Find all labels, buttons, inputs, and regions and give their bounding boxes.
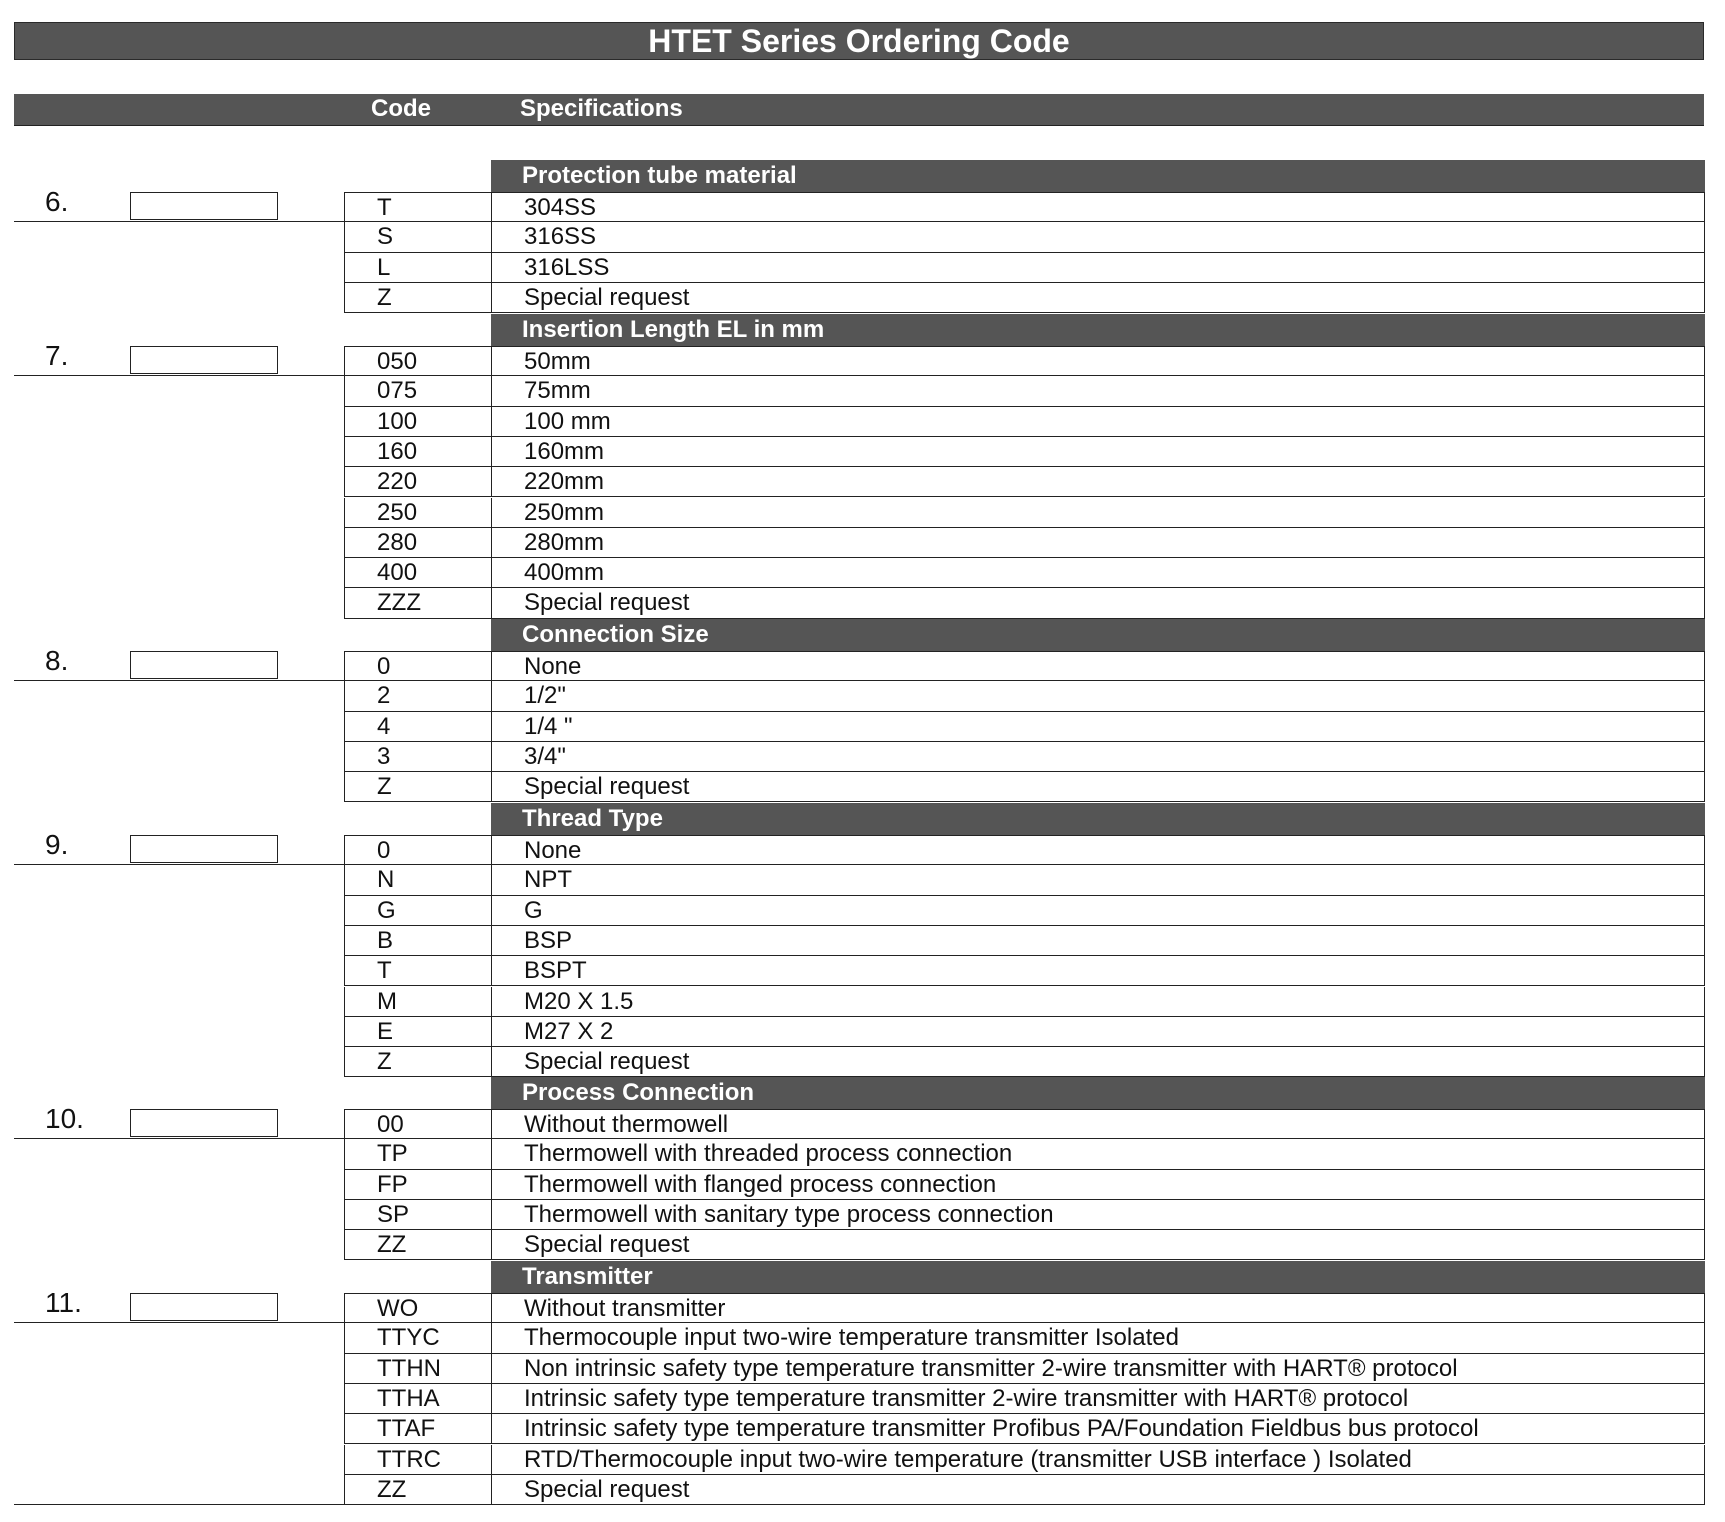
table-row: [344, 376, 1705, 406]
table-row: [344, 681, 1705, 711]
table-row: [344, 346, 1705, 376]
section-heading: Process Connection: [491, 1077, 1705, 1109]
table-row: [344, 1414, 1705, 1444]
table-row: [344, 1109, 1705, 1139]
code-cell: L: [344, 253, 492, 283]
section-number: 8.: [45, 645, 69, 676]
table-row: [344, 651, 1705, 681]
code-cell: Z: [344, 1047, 492, 1077]
spec-cell: Thermowell with flanged process connection: [491, 1170, 1705, 1200]
code-entry-box[interactable]: [130, 1293, 278, 1321]
table-row: [344, 437, 1705, 467]
code-cell: TTYC: [344, 1323, 492, 1353]
table-row: [344, 467, 1705, 497]
spec-cell: 100 mm: [491, 407, 1705, 437]
table-row: [344, 865, 1705, 895]
code-cell: B: [344, 926, 492, 956]
spec-cell: None: [491, 651, 1705, 681]
table-row: [344, 222, 1705, 252]
table-row: [344, 1323, 1705, 1353]
spec-cell: Special request: [491, 283, 1705, 313]
table-row: [344, 253, 1705, 283]
code-cell: 050: [344, 346, 492, 376]
table-row: [344, 1047, 1705, 1077]
header-specifications: Specifications: [520, 95, 683, 122]
spec-cell: Thermowell with sanitary type process connection: [491, 1200, 1705, 1230]
table-row: [344, 1230, 1705, 1260]
spec-cell: Thermowell with threaded process connection: [491, 1139, 1705, 1169]
divider: [14, 221, 345, 222]
spec-cell: NPT: [491, 865, 1705, 895]
code-cell: S: [344, 222, 492, 252]
code-cell: WO: [344, 1293, 492, 1323]
table-row: [344, 987, 1705, 1017]
code-cell: 2: [344, 681, 492, 711]
table-row: [344, 407, 1705, 437]
code-cell: 250: [344, 498, 492, 528]
code-cell: 220: [344, 467, 492, 497]
section-heading: Protection tube material: [491, 160, 1705, 192]
divider: [14, 1322, 345, 1323]
code-cell: 280: [344, 528, 492, 558]
table-row: [344, 1170, 1705, 1200]
code-cell: 00: [344, 1109, 492, 1139]
code-cell: SP: [344, 1200, 492, 1230]
spec-cell: BSPT: [491, 956, 1705, 986]
spec-cell: Intrinsic safety type temperature transmitter Profibus PA/Foundation Fieldbus bus protocol: [491, 1414, 1705, 1444]
divider: [14, 680, 345, 681]
spec-cell: Intrinsic safety type temperature transmitter 2-wire transmitter with HART® protocol: [491, 1384, 1705, 1414]
spec-cell: Special request: [491, 588, 1705, 618]
section-number: 11.: [45, 1287, 82, 1318]
table-row: [344, 835, 1705, 865]
code-cell: Z: [344, 283, 492, 313]
code-entry-box[interactable]: [130, 346, 278, 374]
table-row: [344, 192, 1705, 222]
spec-cell: 160mm: [491, 437, 1705, 467]
spec-cell: 1/4 ": [491, 712, 1705, 742]
table-row: [344, 1384, 1705, 1414]
spec-cell: 250mm: [491, 498, 1705, 528]
spec-cell: M27 X 2: [491, 1017, 1705, 1047]
spec-cell: Special request: [491, 772, 1705, 802]
spec-cell: G: [491, 896, 1705, 926]
code-cell: E: [344, 1017, 492, 1047]
code-cell: ZZ: [344, 1475, 492, 1505]
table-row: [344, 1445, 1705, 1475]
code-entry-box[interactable]: [130, 835, 278, 863]
spec-cell: Special request: [491, 1230, 1705, 1260]
table-row: [344, 498, 1705, 528]
table-row: [344, 1475, 1705, 1505]
section-heading: Connection Size: [491, 619, 1705, 651]
spec-cell: 400mm: [491, 558, 1705, 588]
spec-cell: 50mm: [491, 346, 1705, 376]
spec-cell: 220mm: [491, 467, 1705, 497]
code-cell: T: [344, 956, 492, 986]
table-row: [344, 1139, 1705, 1169]
code-cell: ZZZ: [344, 588, 492, 618]
table-row: [344, 742, 1705, 772]
spec-cell: 280mm: [491, 528, 1705, 558]
code-cell: M: [344, 987, 492, 1017]
section-number: 10.: [45, 1103, 84, 1134]
spec-cell: BSP: [491, 926, 1705, 956]
code-cell: Z: [344, 772, 492, 802]
table-row: [344, 772, 1705, 802]
code-entry-box[interactable]: [130, 192, 278, 220]
section-heading: Thread Type: [491, 803, 1705, 835]
spec-cell: Without thermowell: [491, 1109, 1705, 1139]
table-row: [344, 712, 1705, 742]
code-cell: 160: [344, 437, 492, 467]
spec-cell: Special request: [491, 1047, 1705, 1077]
table-row: [344, 1354, 1705, 1384]
divider: [14, 375, 345, 376]
page-title: HTET Series Ordering Code: [14, 22, 1704, 60]
spec-cell: 75mm: [491, 376, 1705, 406]
spec-cell: Thermocouple input two-wire temperature transmitter Isolated: [491, 1323, 1705, 1353]
code-cell: T: [344, 192, 492, 222]
spec-cell: RTD/Thermocouple input two-wire temperature (transmitter USB interface ) Isolated: [491, 1445, 1705, 1475]
spec-cell: 3/4": [491, 742, 1705, 772]
section-heading: Insertion Length EL in mm: [491, 314, 1705, 346]
divider: [14, 864, 345, 865]
code-cell: G: [344, 896, 492, 926]
spec-cell: None: [491, 835, 1705, 865]
code-cell: TTHN: [344, 1354, 492, 1384]
divider: [14, 1138, 345, 1139]
table-row: [344, 283, 1705, 313]
code-cell: 400: [344, 558, 492, 588]
spec-cell: Non intrinsic safety type temperature transmitter 2-wire transmitter with HART® protocol: [491, 1354, 1705, 1384]
spec-cell: Without transmitter: [491, 1293, 1705, 1323]
spec-cell: 1/2": [491, 681, 1705, 711]
table-row: [344, 896, 1705, 926]
code-cell: TTHA: [344, 1384, 492, 1414]
code-cell: 100: [344, 407, 492, 437]
code-cell: 0: [344, 835, 492, 865]
code-entry-box[interactable]: [130, 651, 278, 679]
section-number: 9.: [45, 829, 69, 860]
code-cell: FP: [344, 1170, 492, 1200]
spec-cell: 316SS: [491, 222, 1705, 252]
table-row: [344, 1200, 1705, 1230]
section-number: 7.: [45, 340, 69, 371]
code-cell: 4: [344, 712, 492, 742]
spec-cell: M20 X 1.5: [491, 987, 1705, 1017]
code-cell: TTAF: [344, 1414, 492, 1444]
section-number: 6.: [45, 186, 69, 217]
spec-cell: 316LSS: [491, 253, 1705, 283]
table-row: [344, 956, 1705, 986]
code-cell: N: [344, 865, 492, 895]
section-heading: Transmitter: [491, 1261, 1705, 1293]
table-row: [344, 588, 1705, 618]
spec-cell: Special request: [491, 1475, 1705, 1505]
code-cell: TP: [344, 1139, 492, 1169]
code-cell: TTRC: [344, 1445, 492, 1475]
code-cell: 075: [344, 376, 492, 406]
code-cell: ZZ: [344, 1230, 492, 1260]
table-row: [344, 1293, 1705, 1323]
table-row: [344, 926, 1705, 956]
table-row: [344, 528, 1705, 558]
code-cell: 0: [344, 651, 492, 681]
code-entry-box[interactable]: [130, 1109, 278, 1137]
header-code: Code: [371, 95, 431, 122]
spec-cell: 304SS: [491, 192, 1705, 222]
code-cell: 3: [344, 742, 492, 772]
table-row: [344, 1017, 1705, 1047]
table-bottom-border: [14, 1504, 345, 1505]
table-row: [344, 558, 1705, 588]
